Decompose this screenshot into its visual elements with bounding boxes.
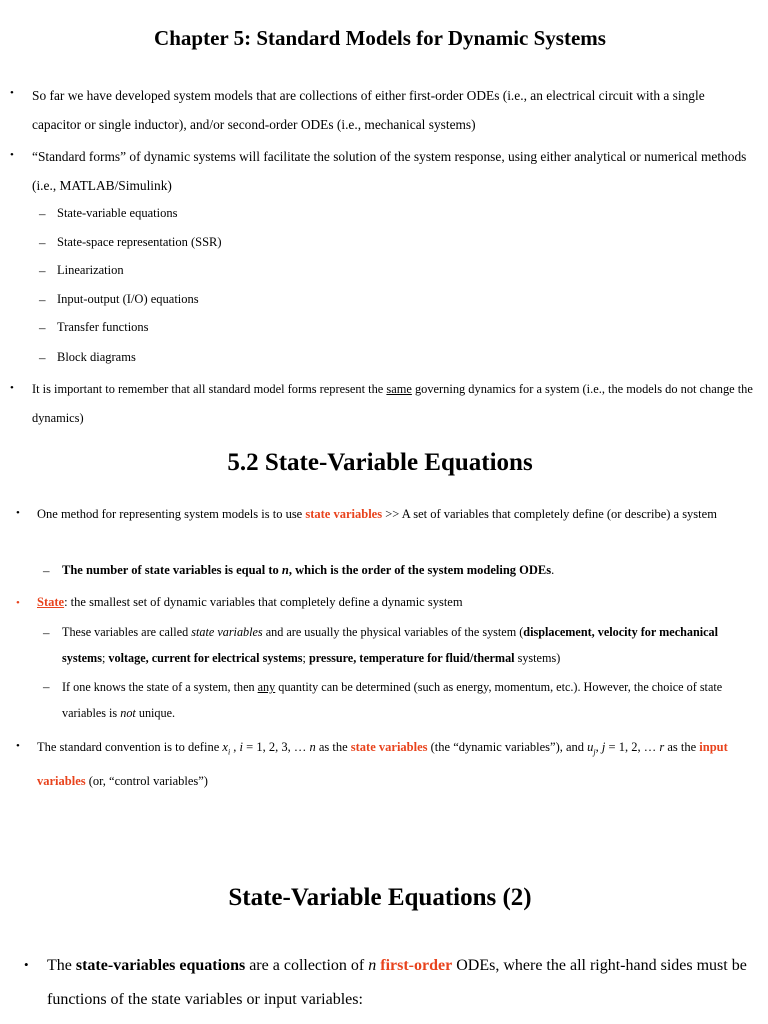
math-n: n [309,740,316,754]
text-run: ; [302,651,309,665]
text-run: and are usually the physical variables of the system ( [262,625,524,639]
text-run: >> A set of variables that completely define (or describe) a system [382,507,717,521]
bullet-text [37,733,752,796]
bullet: • [10,87,14,99]
text-run: pressure, temperature for fluid/thermal [308,651,515,665]
text-run: , which is the order of the system modeling ODEs [288,563,552,577]
term-state: State [37,595,65,609]
sub-text [62,674,752,726]
bullet: • [16,740,20,752]
bullet-text [32,375,757,432]
dash: – [39,320,46,335]
math-i: i [239,740,244,754]
list-item: State-space representation (SSR) [57,235,222,249]
text-run: The standard convention is to define [37,740,223,754]
text-run: state variables [191,625,263,639]
text-run: governing dynamics for a system (i.e., the models do not change the dynamics) [32,382,753,425]
math-n: n [281,563,289,577]
text-run: displacement, velocity for mechanical systems [62,625,719,665]
bullet: • [24,957,29,972]
text-run: quantity can be determined (such as energy, momentum, etc.). However, the choice of state variables is [62,680,723,720]
term-input-variables: input variables [37,740,728,788]
math-n: n [368,957,377,974]
bullet-text [37,500,752,529]
text-run: systems) [514,651,561,665]
list-item: Input-output (I/O) equations [57,292,199,306]
text-run: These variables are called [62,625,192,639]
term-state-variables-equations: state-variables equations [75,957,246,974]
text-run: ODEs, where the all right-hand sides must be functions of the state variables or input variables: [47,957,747,1008]
dash: – [39,206,46,221]
bullet-text: So far we have developed system models that are collections of either first-order ODEs (i.e., an electrical circuit with a single capacitor or single inductor), and/or second-order ODEs (i.e., mechanical systems) [32,88,705,132]
chapter-title: Chapter 5: Standard Models for Dynamic Systems [154,26,606,50]
text-run: (the “dynamic variables”), and [427,740,588,754]
list-item: Block diagrams [57,350,136,364]
sub-text [62,563,554,578]
dash: – [39,235,46,250]
list-item: Linearization [57,263,124,277]
bullet: • [10,382,14,394]
math-r: r [659,740,665,754]
text-run: = 1, 2, 3, … [243,740,310,754]
text-run: The [47,957,76,974]
text-run: One method for representing system models is to use [37,507,306,521]
text-run: are a collection of [245,957,369,974]
term-state-variables: state variables [305,507,383,521]
text-run: . [551,563,555,577]
list-item: State-variable equations [57,206,178,220]
dash: – [39,350,46,365]
dash: – [43,625,50,640]
math-x: x [222,740,228,754]
text-run: It is important to remember that all standard model forms represent the [32,382,387,396]
list-item: Transfer functions [57,320,149,334]
text-run: If one knows the state of a system, then [62,680,258,694]
dash: – [39,292,46,307]
text-run: any [257,680,276,694]
bullet-text: “Standard forms” of dynamic systems will facilitate the solution of the system response, using either analytical or numerical methods (i.e., MATLAB/Simulink) [32,149,747,193]
emphasis-same: same [386,382,412,396]
term-state-variables: state variables [350,740,428,754]
text-run: = 1, 2, … [605,740,660,754]
dash: – [43,563,50,578]
text-run: as the [664,740,700,754]
text-run: not [120,706,136,720]
dash: – [39,263,46,278]
text-run: The number of state variables is equal to [62,563,282,577]
text-run: as the [315,740,351,754]
bullet: • [10,149,14,161]
bullet-text [37,595,463,610]
bullet: • [16,507,20,519]
section-title: 5.2 State-Variable Equations [227,449,533,476]
math-j: j [601,740,606,754]
text-run: (or, “control variables”) [85,773,208,788]
text-run: ; [101,651,109,665]
math-u: u [587,740,594,754]
sub-text [62,619,752,671]
term-first-order: first-order [380,957,453,974]
math-sub: i [227,747,231,757]
math-sub: j [593,747,596,757]
text-run: : the smallest set of dynamic variables that completely define a dynamic system [64,595,463,609]
text-run: unique. [135,706,176,720]
text-run: voltage, current for electrical systems [108,651,303,665]
bullet: • [16,597,20,609]
text-run: , [230,740,240,754]
bullet-text [47,949,752,1017]
text-run: , [595,740,602,754]
section-title: State-Variable Equations (2) [228,884,532,911]
dash: – [43,679,50,694]
